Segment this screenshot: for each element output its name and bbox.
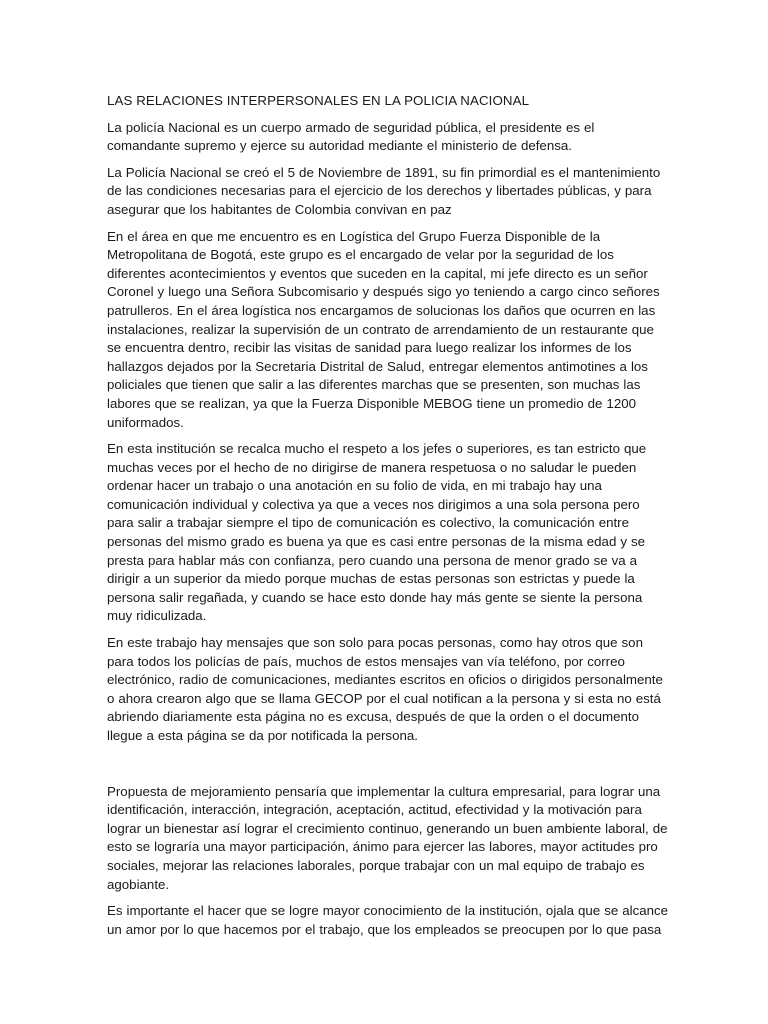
document-title: LAS RELACIONES INTERPERSONALES EN LA POLICIA NACIONAL	[107, 93, 530, 108]
paragraph-importance: Es importante el hacer que se logre mayor conocimiento de la institución, ojala que se alcance un amor por lo que hacemos por el trabajo, que los empleados se preocupen por lo que pasa	[107, 903, 669, 937]
paragraph-improvement-proposal: Propuesta de mejoramiento pensaría que implementar la cultura empresarial, para lograr una identificación, interacción, integración, aceptación, actitud, efectividad y la motivación para lograr un bienestar así lograr el crecimiento continuo, generando un buen ambiente laboral, de esto se lograría una mayor participación, ánimo para ejercer las labores, mayor actitudes pro sociales, mejorar las relaciones laborales, porque trabajar con un mal equipo de trabajo es agobiante.	[107, 783, 668, 892]
paragraph-messages: En este trabajo hay mensajes que son solo para pocas personas, como hay otros que son para todos los policías de país, muchos de estos mensajes van vía teléfono, por correo electrónico, radio de comunicaciones, mediantes escritos en oficios o dirigidos personalmente o ahora crearon algo que se llama GECOP por el cual notifican a la persona y si esta no está abriendo diariamente esta página no es excusa, después de que la orden o el documento llegue a esta página se da por notificada la persona.	[107, 635, 663, 743]
paragraph-logistics-area: En el área en que me encuentro es en Logística del Grupo Fuerza Disponible de la Metropolitana de Bogotá, este grupo es el encargado de velar por la seguridad de los diferentes acontecimientos y eventos que suceden en la capital, mi jefe directo es un señor Coronel y luego una Señora Subcomisario y después sigo yo teniendo a cargo cinco señores patrulleros. En el área logística nos encargamos de solucionas los daños que ocurren en las instalaciones, realizar la supervisión de un contrato de arrendamiento de un restaurante que se encuentra dentro, recibir las visitas de sanidad para luego realizar los informes de los hallazgos dejados por la Secretaria Distrital de Salud, entregar elementos antimotines a los policiales que tienen que salir a las diferentes marchas que se presenten, son muchas las labores que se realizan, ya que la Fuerza Disponible MEBOG tiene un promedio de 1200 uniformados.	[107, 228, 660, 430]
paragraph-police-definition: La policía Nacional es un cuerpo armado de seguridad pública, el presidente es el comandante supremo y ejerce su autoridad mediante el ministerio de defensa.	[107, 119, 595, 154]
paragraph-communication: En esta institución se recalca mucho el respeto a los jefes o superiores, es tan estricto que muchas veces por el hecho de no dirigirse de manera respetuosa o no saludar le pueden ordenar hacer un trabajo o una anotación en su folio de vida, en mi trabajo hay una comunicación individual y colectiva ya que a veces nos dirigimos a una sola persona pero para salir a trabajar siempre el tipo de comunicación es colectivo, la comunicación entre personas del mismo grado es buena ya que es casi entre personas de la misma edad y se presta para hablar más con confianza, pero cuando una persona de menor grado se va a dirigir a un superior da miedo porque muchas de estas personas son estrictas y puede la persona salir regañada, y cuando se hace esto donde hay más gente se siente la persona muy ridiculizada.	[107, 441, 647, 624]
document-body	[107, 92, 669, 947]
paragraph-police-history: La Policía Nacional se creó el 5 de Noviembre de 1891, su fin primordial es el mantenimiento de las condiciones necesarias para el ejercicio de los derechos y libertades públicas, y para asegurar que los habitantes de Colombia convivan en paz	[107, 164, 661, 217]
